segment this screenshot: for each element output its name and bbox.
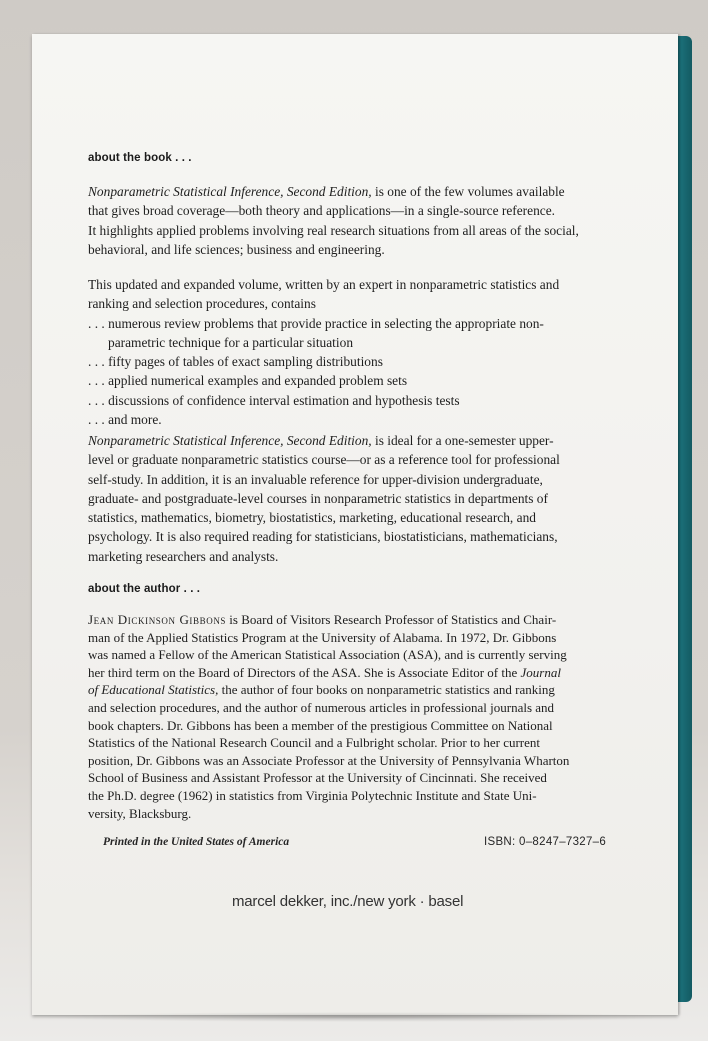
isbn: ISBN: 0–8247–7327–6 [484, 836, 607, 848]
author-name: Jean Dickinson Gibbons [88, 612, 227, 627]
journal-title: Journal [520, 664, 561, 680]
about-book-paragraph-2: This updated and expanded volume, written by an expert in nonparametric statistics and ranking and selection procedures, contains . . . numerous review problems that provide practice in selecting the appropriate non- parametric technique for a particular situation . . . fifty pages of tables of exact sampling distributions . . . applied numerical examples and expanded problem sets . . . discussions of confidence interval estimation and hypothesis tests . . . and more. [88, 275, 633, 429]
bullet-item: . . . discussions of confidence interval estimation and hypothesis tests [88, 392, 460, 408]
about-book-heading: about the book . . . [88, 152, 192, 164]
bullet-item: . . . and more. [88, 412, 162, 428]
bullet-item: . . . fifty pages of tables of exact sampling distributions [88, 354, 383, 370]
floor-shadow [30, 1012, 690, 1022]
publisher-imprint: marcel dekker, inc./new york · basel [232, 893, 464, 910]
about-book-paragraph-3: Nonparametric Statistical Inference, Second Edition, is ideal for a one-semester upper- level or graduate nonparametric statistics course—or as a reference tool for professional self-study. In addition, it is an invaluable reference for upper-division undergraduate, graduate- and postgraduate-level courses in nonparametric statistics in departments of statistics, mathematics, biometry, biostatistics, marketing, educational research, and psychology. It is also required reading for statisticians, biostatisticians, mathematicians, marketing researchers and analysts. [88, 433, 560, 564]
bullet-item-continuation: parametric technique for a particular situation [108, 334, 354, 350]
book-title: Nonparametric Statistical Inference, Second Edition, [88, 184, 372, 199]
bullet-item: . . . numerous review problems that provide practice in selecting the appropriate non- [88, 315, 544, 331]
bullet-item: . . . applied numerical examples and expanded problem sets [88, 373, 408, 389]
book-title: Nonparametric Statistical Inference, Second Edition, [88, 433, 372, 448]
printed-in-usa: Printed in the United States of America [103, 836, 290, 848]
about-author-paragraph: Jean Dickinson Gibbons is Board of Visitors Research Professor of Statistics and Chair- man of the Applied Statistics Program at the University of Alabama. In 1972, Dr. Gibbons was named a Fellow of the American Statistical Association (ASA), and is currently serving her third term on the Board of Directors of the ASA. She is Associate Editor of the Journal of Educational Statistics, the author of four books on nonparametric statistics and ranking and selection procedures, and the author of numerous articles in professional journals and book chapters. Dr. Gibbons has been a member of the prestigious Committee on National Statistics of the National Research Council and a Fulbright scholar. Prior to her current position, Dr. Gibbons was an Associate Professor at the University of Pennsylvania Wharton School of Business and Assistant Professor at the University of Cincinnati. She received the Ph.D. degree (1962) in statistics from Virginia Polytechnic Institute and State Uni- versity, Blacksburg. [88, 612, 570, 821]
about-book-paragraph-1: Nonparametric Statistical Inference, Second Edition, is one of the few volumes available that gives broad coverage—both theory and applications—in a single-source reference. It highlights applied problems involving real research situations from all areas of the social, behavioral, and life sciences; business and engineering. [88, 184, 579, 257]
about-author-heading: about the author . . . [88, 583, 201, 595]
journal-title: of Educational Statistics, [88, 682, 219, 698]
